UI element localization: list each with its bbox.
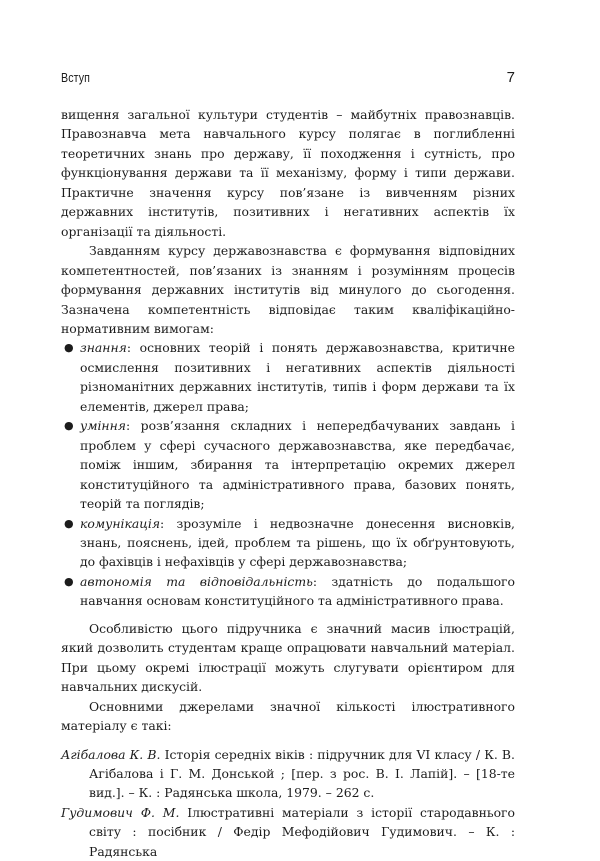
bullet-icon: ● <box>64 416 74 435</box>
bullet-icon: ● <box>64 572 74 591</box>
bib-details: Ілюстративні матеріали з історії стародавнього світу : посібник / Федір Мефодійович Гудимович. – К. : Радянська <box>89 805 515 859</box>
bullet-icon: ● <box>64 514 74 533</box>
list-item <box>61 338 515 416</box>
competence-term: комунікація <box>80 516 160 531</box>
chapter-title: Вступ <box>61 70 90 85</box>
page-body <box>61 105 515 861</box>
paragraph-illustrations: Особливістю цього підручника є значний масив ілюстрацій, який дозволить студентам краще опрацювати навчальний матеріал. При цьому окремі ілюстрації можуть слугувати орієнтиром для навчальних дискусій. <box>61 619 515 697</box>
running-head <box>61 70 515 90</box>
list-item <box>61 514 515 572</box>
list-item <box>61 416 515 513</box>
competence-term: знання <box>80 340 127 355</box>
list-item <box>61 572 515 611</box>
competence-term: автономія та відповідальність <box>80 574 313 589</box>
paragraph-sources-intro: Основними джерелами значної кількості ілюстративного матеріалу є такі: <box>61 697 515 736</box>
bibliography <box>61 745 515 861</box>
bibliography-entry <box>61 803 515 861</box>
paragraph-continued: вищення загальної культури студентів – майбутніх правознавців. Правознавча мета навчального курсу полягає в поглибленні теоретичних знань про державу, її походження і сутність, про функціонування держави та її механізму, форму і типи держави. Практичне значення курсу пов’язане із вивченням різних державних інститутів, позитивних і негативних аспектів їх організації та діяльності. <box>61 105 515 241</box>
bibliography-entry <box>61 745 515 803</box>
competence-term: уміння <box>80 418 126 433</box>
competence-text: : зрозуміле і недвозначне донесення висновків, знань, пояснень, ідей, проблем та рішень, що їх обґрунтовують, до фахівців і нефахівців у сфері державознавства; <box>80 516 515 570</box>
bullet-icon: ● <box>64 338 74 357</box>
competence-text: : основних теорій і понять державознавства, критичне осмислення позитивних і негативних аспектів діяльності різноманітних державних інститутів, типів і форм держави та їх елементів, джерел права; <box>80 340 515 413</box>
bib-author: Агібалова К. В. <box>61 747 160 762</box>
competences-list <box>61 338 515 610</box>
bib-author: Гудимович Ф. М. <box>61 805 179 820</box>
competence-text: : здатність до подальшого навчання основам конституційного та адміністративного права. <box>80 574 515 608</box>
page-number: 7 <box>507 69 515 86</box>
paragraph-course-tasks: Завданням курсу державознавства є формування відповідних компетентностей, пов’язаних із знанням і розумінням процесів формування державних інститутів від минулого до сьогодення. Зазначена компетентність відповідає таким кваліфікаційно-нормативним вимогам: <box>61 241 515 338</box>
bib-details: Історія середніх віків : підручник для VI класу / К. В. Агібалова і Г. М. Донськой ; [пер. з рос. В. І. Лапій]. – [18-те вид.]. – К. : Радянська школа, 1979. – 262 с. <box>89 747 515 801</box>
competence-text: : розв’язання складних і непередбачуваних завдань і проблем у сфері сучасного державознавства, яке передбачає, поміж іншим, збирання та інтерпретацію окремих джерел конституційного та адміністративного права, базових понять, теорій та поглядів; <box>80 418 515 511</box>
